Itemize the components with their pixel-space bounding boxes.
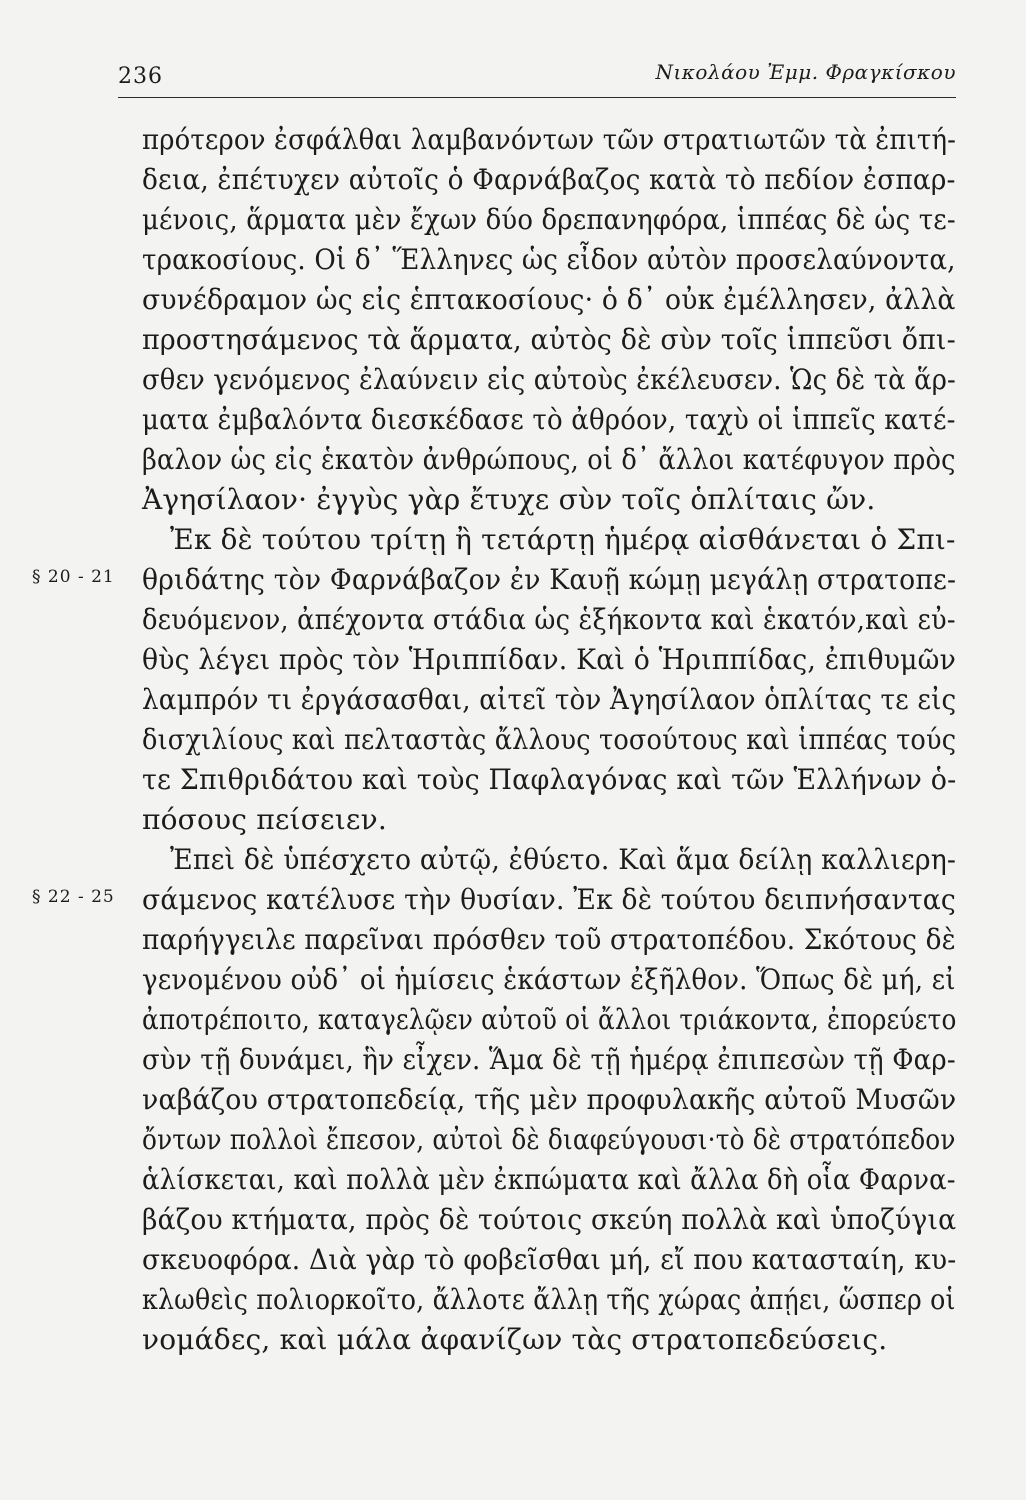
text-line: Ἐπεὶ δὲ ὑπέσχετο αὐτῷ, ἐθύετο. Καὶ ἅμα δείλῃ καλλιερη- bbox=[170, 843, 957, 876]
page-number: 236 bbox=[118, 64, 163, 89]
text-line: πόσους πείσειεν. bbox=[142, 803, 387, 836]
margin-reference: § 20 - 21 bbox=[32, 567, 115, 587]
text-line: Ἐκ δὲ τούτου τρίτῃ ἢ τετάρτῃ ἡμέρᾳ αἰσθάνεται ὁ Σπι- bbox=[170, 523, 956, 556]
text-line: τε Σπιθριδάτου καὶ τοὺς Παφλαγόνας καὶ τῶν Ἑλλήνων ὁ- bbox=[142, 763, 957, 796]
text-line: θὺς λέγει πρὸς τὸν Ἡριππίδαν. Καὶ ὁ Ἡριππίδας, ἐπιθυμῶν bbox=[142, 643, 957, 676]
text-line: ὄντων πολλοὶ ἔπεσον, αὐτοὶ δὲ διαφεύγουσι·τὸ δὲ στρατόπεδον bbox=[142, 1123, 956, 1156]
text-line: μένοις, ἅρματα μὲν ἔχων δύο δρεπανηφόρα, ἱππέας δὲ ὡς τε- bbox=[142, 203, 956, 236]
text-line: νομάδες, καὶ μάλα ἀφανίζων τὰς στρατοπεδεύσεις. bbox=[142, 1323, 888, 1356]
text-line: προστησάμενος τὰ ἅρματα, αὐτὸς δὲ σὺν τοῖς ἱππεῦσι ὄπι- bbox=[142, 323, 956, 356]
text-line: σὺν τῇ δυνάμει, ἣν εἶχεν. Ἅμα δὲ τῇ ἡμέρᾳ ἐπιπεσὼν τῇ Φαρ- bbox=[142, 1043, 956, 1076]
text-line: σάμενος κατέλυσε τὴν θυσίαν. Ἐκ δὲ τούτου δειπνήσαντας bbox=[142, 883, 956, 916]
text-line: γενομένου οὐδ᾽ οἱ ἡμίσεις ἑκάστων ἐξῆλθον. Ὅπως δὲ μή, εἰ bbox=[142, 963, 956, 996]
text-line: ἀποτρέποιτο, καταγελῷεν αὐτοῦ οἱ ἄλλοι τριάκοντα, ἐπορεύετο bbox=[142, 1003, 957, 1036]
header-rule bbox=[118, 97, 956, 98]
text-line: ἁλίσκεται, καὶ πολλὰ μὲν ἐκπώματα καὶ ἄλλα δὴ οἷα Φαρνα- bbox=[142, 1163, 956, 1196]
text-line: πρότερον ἐσφάλθαι λαμβανόντων τῶν στρατιωτῶν τὰ ἐπιτή- bbox=[142, 123, 957, 156]
text-line: Ἀγησίλαον· ἐγγὺς γὰρ ἔτυχε σὺν τοῖς ὁπλίταις ὤν. bbox=[142, 483, 876, 516]
text-line: συνέδραμον ὡς εἰς ἑπτακοσίους· ὁ δ᾽ οὐκ ἐμέλλησεν, ἀλλὰ bbox=[142, 283, 956, 316]
text-line: δισχιλίους καὶ πελταστὰς ἄλλους τοσούτους καὶ ἱππέας τούς bbox=[142, 723, 957, 756]
page-header bbox=[118, 52, 956, 98]
text-line: δεια, ἐπέτυχεν αὐτοῖς ὁ Φαρνάβαζος κατὰ τὸ πεδίον ἐσπαρ- bbox=[142, 163, 956, 196]
text-line: σθεν γενόμενος ἐλαύνειν εἰς αὐτοὺς ἐκέλευσεν. Ὡς δὲ τὰ ἅρ- bbox=[142, 363, 956, 396]
text-line: ματα ἐμβαλόντα διεσκέδασε τὸ ἀθρόον, ταχὺ οἱ ἱππεῖς κατέ- bbox=[142, 403, 956, 436]
text-line: βαλον ὡς εἰς ἑκατὸν ἀνθρώπους, οἱ δ᾽ ἄλλοι κατέφυγον πρὸς bbox=[142, 443, 956, 476]
text-line: σκευοφόρα. Διὰ γὰρ τὸ φοβεῖσθαι μή, εἴ που κατασταίη, κυ- bbox=[142, 1243, 957, 1276]
running-head: Νικολάου Ἐμμ. Φραγκίσκου bbox=[655, 60, 956, 84]
text-line: δευόμενον, ἀπέχοντα στάδια ὡς ἑξήκοντα καὶ ἑκατόν,καὶ εὐ- bbox=[142, 603, 956, 636]
text-line: θριδάτης τὸν Φαρνάβαζον ἐν Καυῇ κώμῃ μεγάλῃ στρατοπε- bbox=[142, 563, 957, 596]
text-line: βάζου κτήματα, πρὸς δὲ τούτοις σκεύη πολλὰ καὶ ὑποζύγια bbox=[142, 1203, 957, 1236]
text-line: ναβάζου στρατοπεδείᾳ, τῆς μὲν προφυλακῆς αὐτοῦ Μυσῶν bbox=[142, 1083, 957, 1116]
margin-reference: § 22 - 25 bbox=[32, 887, 115, 907]
text-line: κλωθεὶς πολιορκοῖτο, ἄλλοτε ἄλλῃ τῆς χώρας ἀπῄει, ὥσπερ οἱ bbox=[142, 1283, 956, 1316]
text-line: λαμπρόν τι ἐργάσασθαι, αἰτεῖ τὸν Ἀγησίλαον ὁπλίτας τε εἰς bbox=[142, 683, 957, 716]
text-line: παρήγγειλε παρεῖναι πρόσθεν τοῦ στρατοπέδου. Σκότους δὲ bbox=[142, 923, 956, 956]
text-line: τρακοσίους. Οἱ δ᾽ Ἕλληνες ὡς εἶδον αὐτὸν προσελαύνοντα, bbox=[142, 243, 956, 276]
